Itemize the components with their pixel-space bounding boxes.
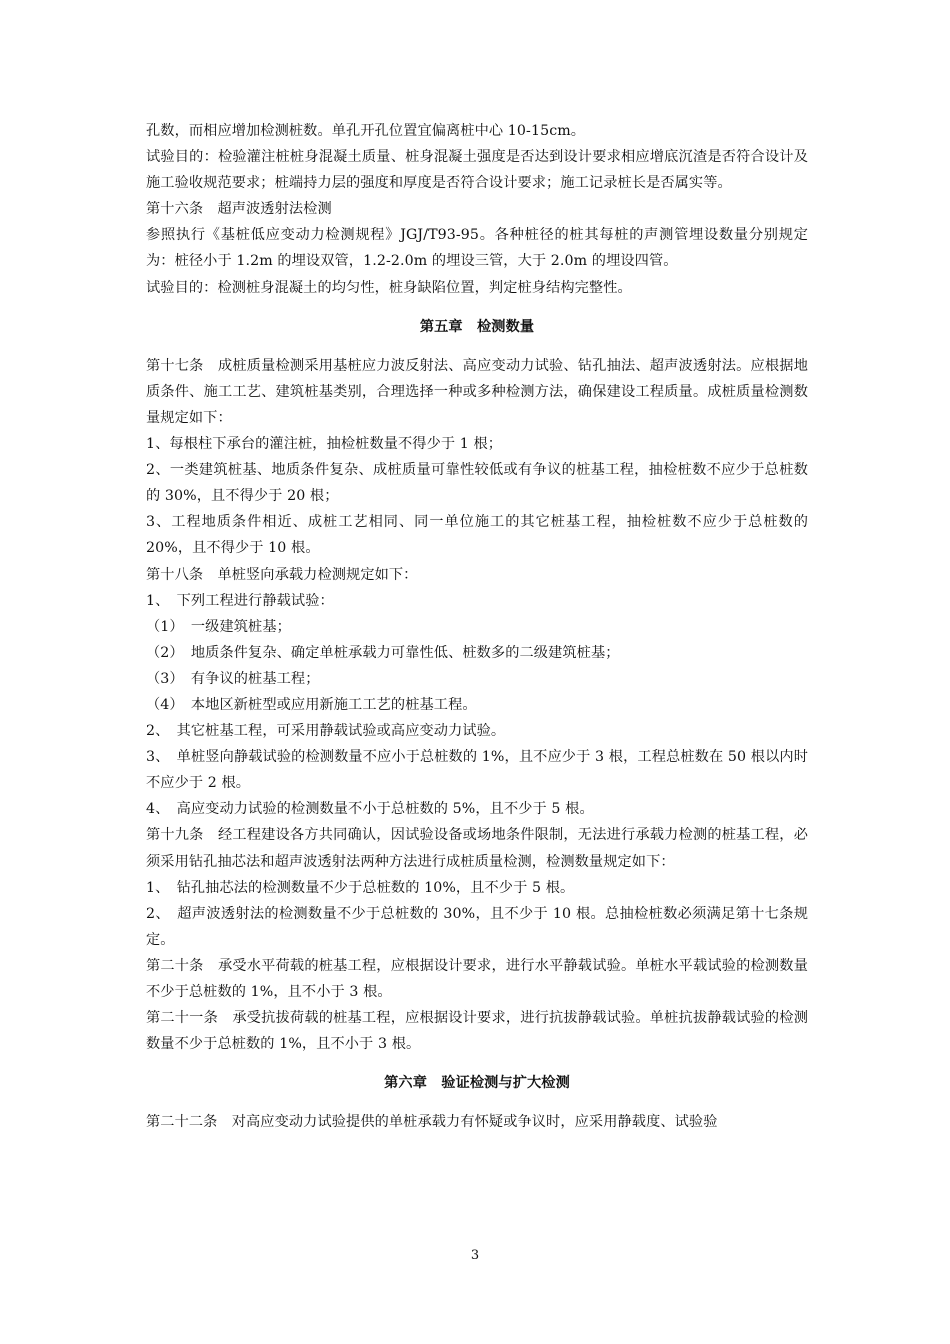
paragraph: 参照执行《基桩低应变动力检测规程》JGJ/T93-95。各种桩径的桩其每桩的声测管埋设数量分别规定为：桩径小于 1.2m 的埋设双管，1.2-2.0m 的埋设三管，大于 2.0m 的埋设四管。 (146, 227, 808, 270)
paragraph: 第二十条 承受水平荷载的桩基工程，应根据设计要求，进行水平静载试验。单桩水平载试验的检测数量不少于总桩数的 1%，且不小于 3 根。 (146, 957, 808, 1000)
paragraph: 第十七条 成桩质量检测采用基桩应力波反射法、高应变动力试验、钻孔抽法、超声波透射法。应根据地质条件、施工工艺、建筑桩基类别，合理选择一种或多种检测方法，确保建设工程质量。成桩质量检测数量规定如下： (146, 357, 808, 426)
chapter-5-title: 第五章 检测数量 (419, 318, 535, 335)
list-item: 2、 其它桩基工程，可采用静载试验或高应变动力试验。 (146, 723, 506, 740)
article-heading: 第十六条 超声波透射法检测 (146, 201, 332, 218)
page-number: 3 (470, 1248, 480, 1263)
list-item: （1） 一级建筑桩基； (146, 618, 291, 635)
list-item: （4） 本地区新桩型或应用新施工工艺的桩基工程。 (146, 696, 477, 713)
section-chapter-5 (146, 353, 808, 1058)
paragraph: 第十九条 经工程建设各方共同确认，因试验设备或场地条件限制，无法进行承载力检测的桩基工程，必须采用钻孔抽芯法和超声波透射法两种方法进行成桩质量检测，检测数量规定如下： (146, 827, 808, 870)
paragraph: 第十八条 单桩竖向承载力检测规定如下： (146, 566, 418, 583)
paragraph: 试验目的：检验灌注桩桩身混凝土质量、桩身混凝土强度是否达到设计要求相应增底沉渣是否符合设计及施工验收规范要求；桩端持力层的强度和厚度是否符合设计要求；施工记录桩长是否属实等。 (146, 149, 808, 192)
paragraph: 第二十一条 承受抗拔荷载的桩基工程，应根据设计要求，进行抗拔静载试验。单桩抗拔静载试验的检测数量不少于总桩数的 1%，且不小于 3 根。 (146, 1010, 808, 1053)
list-item: （2） 地质条件复杂、确定单桩承载力可靠性低、桩数多的二级建筑桩基； (146, 644, 620, 661)
paragraph: 第二十二条 对高应变动力试验提供的单桩承载力有怀疑或争议时，应采用静载度、试验验 (146, 1114, 718, 1131)
page-body (146, 118, 808, 1135)
list-item: 3、 单桩竖向静载试验的检测数量不应小于总桩数的 1%，且不应少于 3 根，工程总桩数在 50 根以内时不应少于 2 根。 (146, 749, 808, 792)
section-chapter-6 (146, 1109, 808, 1135)
section-top (146, 118, 808, 301)
list-item: （3） 有争议的桩基工程； (146, 670, 320, 687)
chapter-6-title: 第六章 验证检测与扩大检测 (384, 1075, 570, 1092)
list-item: 2、 超声波透射法的检测数量不少于总桩数的 30%，且不少于 10 根。总抽检桩数必须满足第十七条规定。 (146, 905, 808, 948)
paragraph: 试验目的：检测桩身混凝土的均匀性，桩身缺陷位置，判定桩身结构完整性。 (146, 279, 632, 296)
list-item: 1、 钻孔抽芯法的检测数量不少于总桩数的 10%，且不少于 5 根。 (146, 879, 575, 896)
list-item: 1、每根柱下承台的灌注桩，抽检桩数量不得少于 1 根； (146, 436, 503, 453)
paragraph: 孔数，而相应增加检测桩数。单孔开孔位置宜偏离桩中心 10-15cm。 (146, 123, 586, 139)
list-item: 2、一类建筑桩基、地质条件复杂、成桩质量可靠性较低或有争议的桩基工程，抽检桩数不应少于总桩数的 30%，且不得少于 20 根； (146, 462, 808, 505)
list-item: 1、 下列工程进行静载试验： (146, 592, 334, 609)
list-item: 4、 高应变动力试验的检测数量不小于总桩数的 5%，且不少于 5 根。 (146, 801, 594, 818)
list-item: 3、工程地质条件相近、成桩工艺相同、同一单位施工的其它桩基工程，抽检桩数不应少于总桩数的 20%，且不得少于 10 根。 (146, 514, 808, 557)
